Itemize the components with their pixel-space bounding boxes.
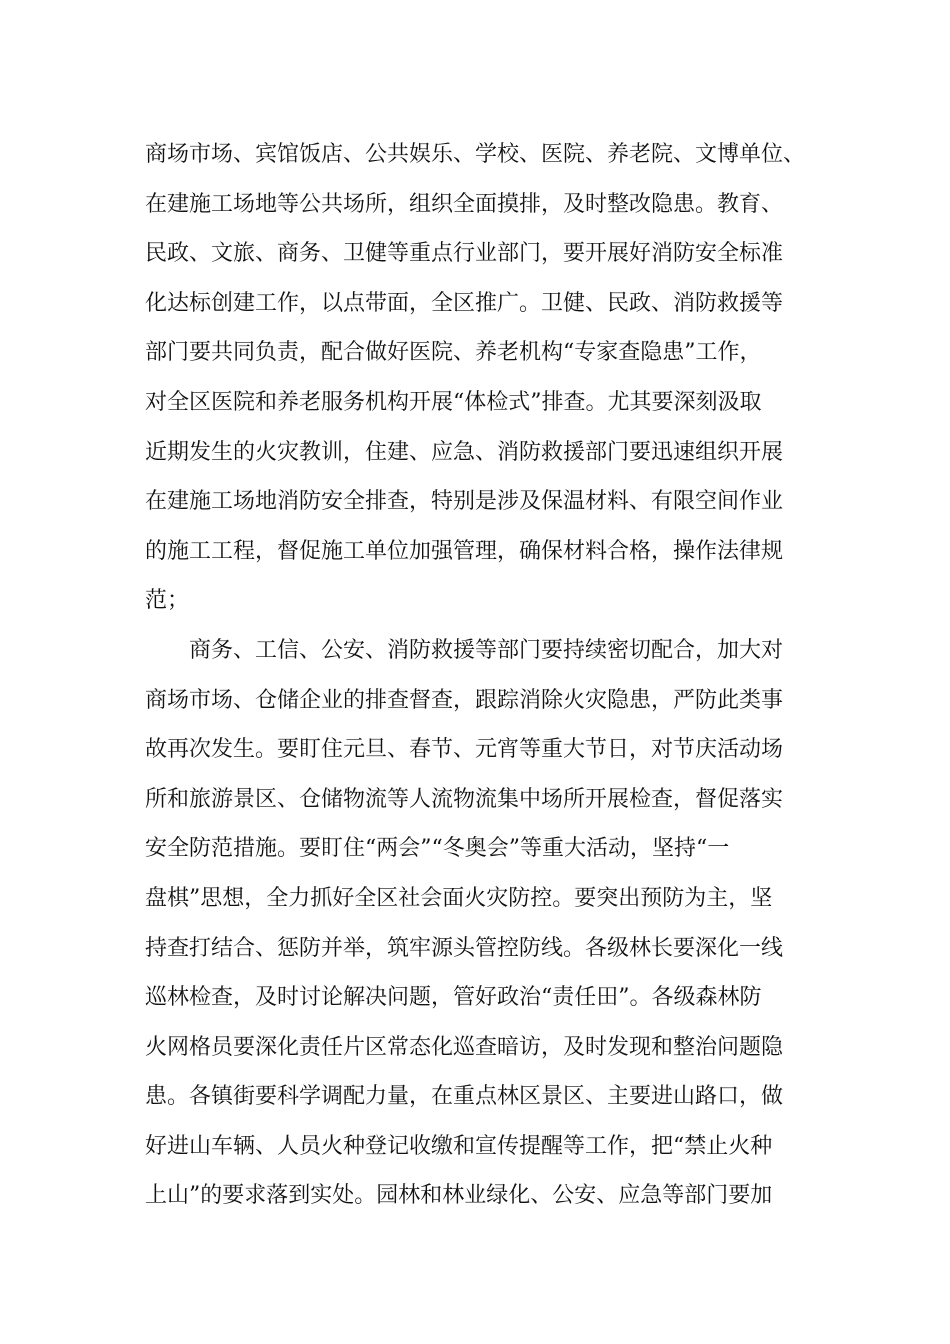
text-line: 安全防范措施。要盯住“两会”“冬奥会”等重大活动，坚持“一 <box>145 836 730 862</box>
text-line: 巡林检查，及时讨论解决问题，管好政治“责任田”。各级森林防 <box>145 985 762 1011</box>
text-line: 在建施工场地消防安全排查，特别是涉及保温材料、有限空间作业 <box>145 489 784 515</box>
text-line: 持查打结合、惩防并举，筑牢源头管控防线。各级林长要深化一线 <box>145 935 784 961</box>
text-line: 在建施工场地等公共场所，组织全面摸排，及时整改隐患。教育、 <box>145 191 784 217</box>
text-line: 火网格员要深化责任片区常态化巡查暗访，及时发现和整治问题隐 <box>145 1034 784 1060</box>
paragraph <box>145 130 825 626</box>
text-line: 对全区医院和养老服务机构开展“体检式”排查。尤其要深刻汲取 <box>145 389 762 415</box>
paragraph <box>145 626 825 1221</box>
text-line: 商场市场、仓储企业的排查督查，跟踪消除火灾隐患，严防此类事 <box>145 687 784 713</box>
text-line: 化达标创建工作，以点带面，全区推广。卫健、民政、消防救援等 <box>145 290 784 316</box>
text-line: 故再次发生。要盯住元旦、春节、元宵等重大节日，对节庆活动场 <box>145 737 784 763</box>
text-line: 商务、工信、公安、消防救援等部门要持续密切配合，加大对 <box>189 637 784 663</box>
text-line: 好进山车辆、人员火种登记收缴和宣传提醒等工作，把“禁止火种 <box>145 1133 773 1159</box>
text-line: 盘棋”思想，全力抓好全区社会面火灾防控。要突出预防为主，坚 <box>145 885 773 911</box>
text-line: 范； <box>145 588 190 614</box>
document-body <box>145 130 825 1221</box>
text-line: 上山”的要求落到实处。园林和林业绿化、公安、应急等部门要加 <box>145 1183 773 1209</box>
text-line: 所和旅游景区、仓储物流等人流物流集中场所开展检查，督促落实 <box>145 786 784 812</box>
text-line: 的施工工程，督促施工单位加强管理，确保材料合格，操作法律规 <box>145 538 784 564</box>
text-line: 民政、文旅、商务、卫健等重点行业部门，要开展好消防安全标准 <box>145 241 784 267</box>
text-line: 部门要共同负责，配合做好医院、养老机构“专家查隐患”工作， <box>145 340 762 366</box>
text-line: 商场市场、宾馆饭店、公共娱乐、学校、医院、养老院、文博单位、 <box>145 142 806 167</box>
text-line: 近期发生的火灾教训，住建、应急、消防救援部门要迅速组织开展 <box>145 439 784 465</box>
text-line: 患。各镇街要科学调配力量，在重点林区景区、主要进山路口，做 <box>145 1084 784 1110</box>
